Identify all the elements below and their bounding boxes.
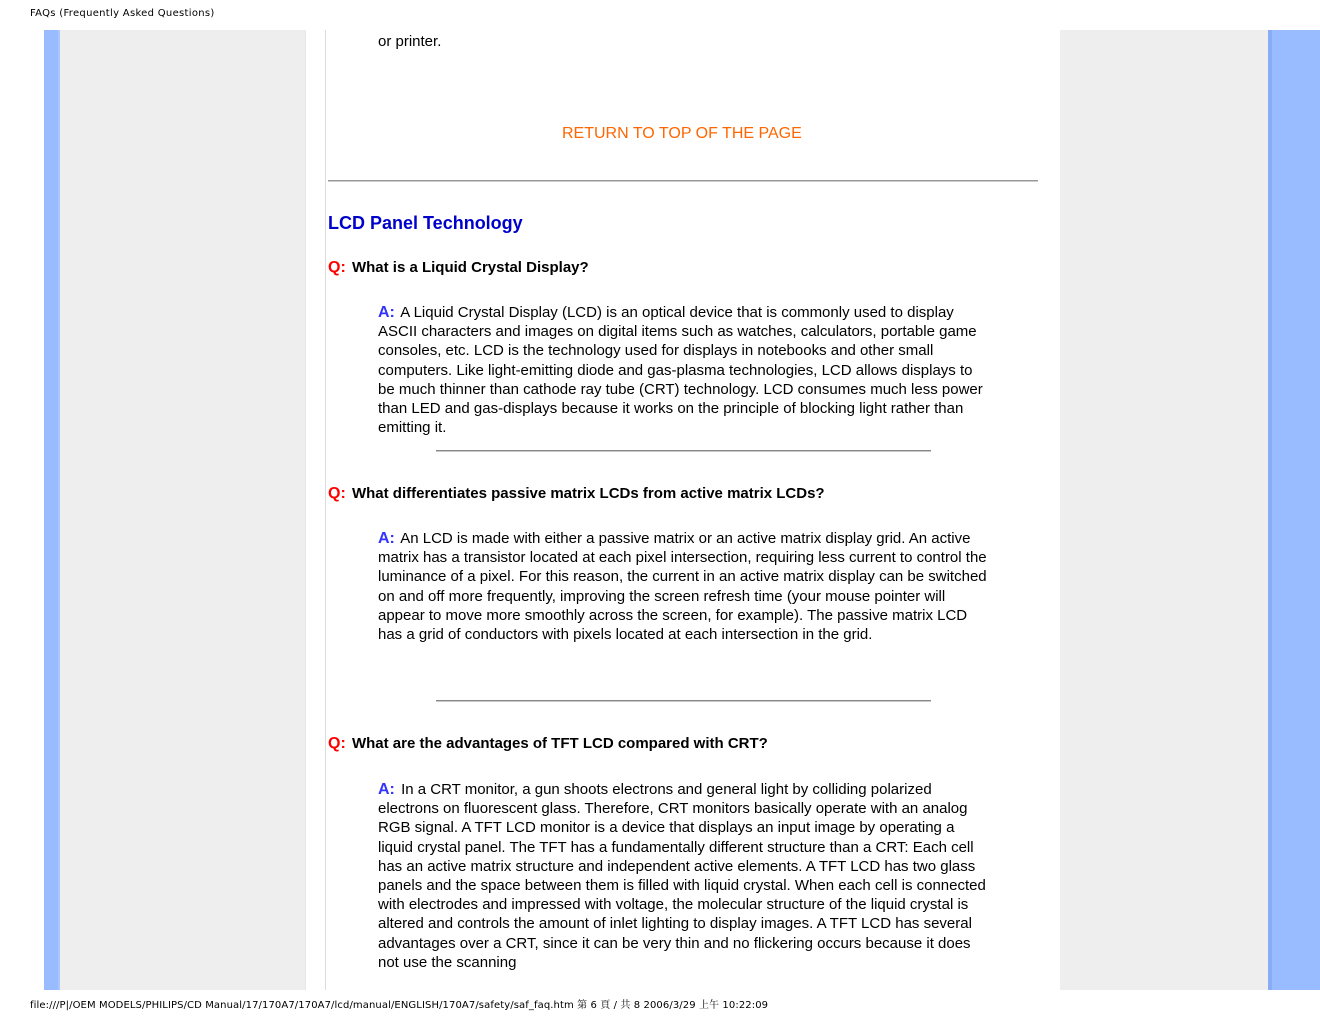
left-gutter	[305, 30, 325, 990]
question-text: What are the advantages of TFT LCD compared with CRT?	[351, 735, 768, 752]
answer-text: An LCD is made with either a passive matrix or an active matrix display grid. An active matrix has a transistor located at each pixel intersection, requiring less current to control the luminance of a pixel. For this reason, the current in an active matrix display can be switched on and off more frequently, improving the screen refresh time (your mouse pointer will appear to move more smoothly across the screen, for example). The passive matrix LCD has a grid of conductors with pixels located at each intersection in the grid.	[378, 530, 987, 644]
question-text: What is a Liquid Crystal Display?	[351, 259, 589, 276]
print-footer: file:///P|/OEM MODELS/PHILIPS/CD Manual/17/170A7/170A7/lcd/manual/ENGLISH/170A7/safety/saf_faq.htm 第 6 頁 / 共 8 2006/3/29 上午 10:22:09	[30, 1000, 769, 1011]
question-label: Q:	[328, 735, 346, 752]
faq-question	[328, 259, 589, 277]
faq-divider	[436, 450, 931, 452]
right-blue-edge	[1268, 30, 1272, 990]
faq-question	[328, 485, 825, 503]
section-divider	[328, 180, 1038, 182]
answer-text: In a CRT monitor, a gun shoots electrons and general light by colliding polarized electrons on fluorescent glass. Therefore, CRT monitors basically operate with an analog RGB signal. A TFT LCD monitor is a device that displays an input image by operating a liquid crystal panel. The TFT has a fundamentally different structure than a CRT: Each cell has an active matrix structure and independent active elements. A TFT LCD has two glass panels and the space between them is filled with liquid crystal. When each cell is connected with electrodes and impressed with voltage, the molecular structure of the liquid crystal is altered and controls the amount of inlet lighting to display images. A TFT LCD has several advantages over a CRT, since it can be very thin and no flickering occurs because it does not use the scanning	[378, 781, 986, 971]
section-title: LCD Panel Technology	[328, 213, 523, 233]
faq-question	[328, 735, 768, 753]
answer-label: A:	[378, 781, 395, 798]
answer-label: A:	[378, 304, 395, 321]
faq-divider	[436, 700, 931, 702]
answer-text: A Liquid Crystal Display (LCD) is an optical device that is commonly used to display ASCII characters and images on digital items such as watches, calculators, portable game consoles, etc. LCD is the technology used for displays in notebooks and other small computers. Like light-emitting diode and gas-plasma technologies, LCD allows displays to be much thinner than cathode ray tube (CRT) technology. LCD consumes much less power than LED and gas-displays because it works on the principle of blocking light rather than emitting it.	[378, 304, 983, 437]
faq-answer	[378, 303, 988, 437]
print-header: FAQs (Frequently Asked Questions)	[30, 8, 215, 19]
left-sidebar	[60, 30, 305, 990]
question-label: Q:	[328, 259, 346, 276]
return-to-top-link[interactable]: RETURN TO TOP OF THE PAGE	[562, 125, 802, 142]
faq-answer	[378, 529, 988, 644]
question-text: What differentiates passive matrix LCDs from active matrix LCDs?	[351, 485, 825, 502]
answer-label: A:	[378, 530, 395, 547]
right-blue-border	[1268, 30, 1320, 990]
question-label: Q:	[328, 485, 346, 502]
right-sidebar	[1060, 30, 1268, 990]
faq-answer	[378, 780, 988, 972]
continued-text: or printer.	[378, 33, 442, 50]
